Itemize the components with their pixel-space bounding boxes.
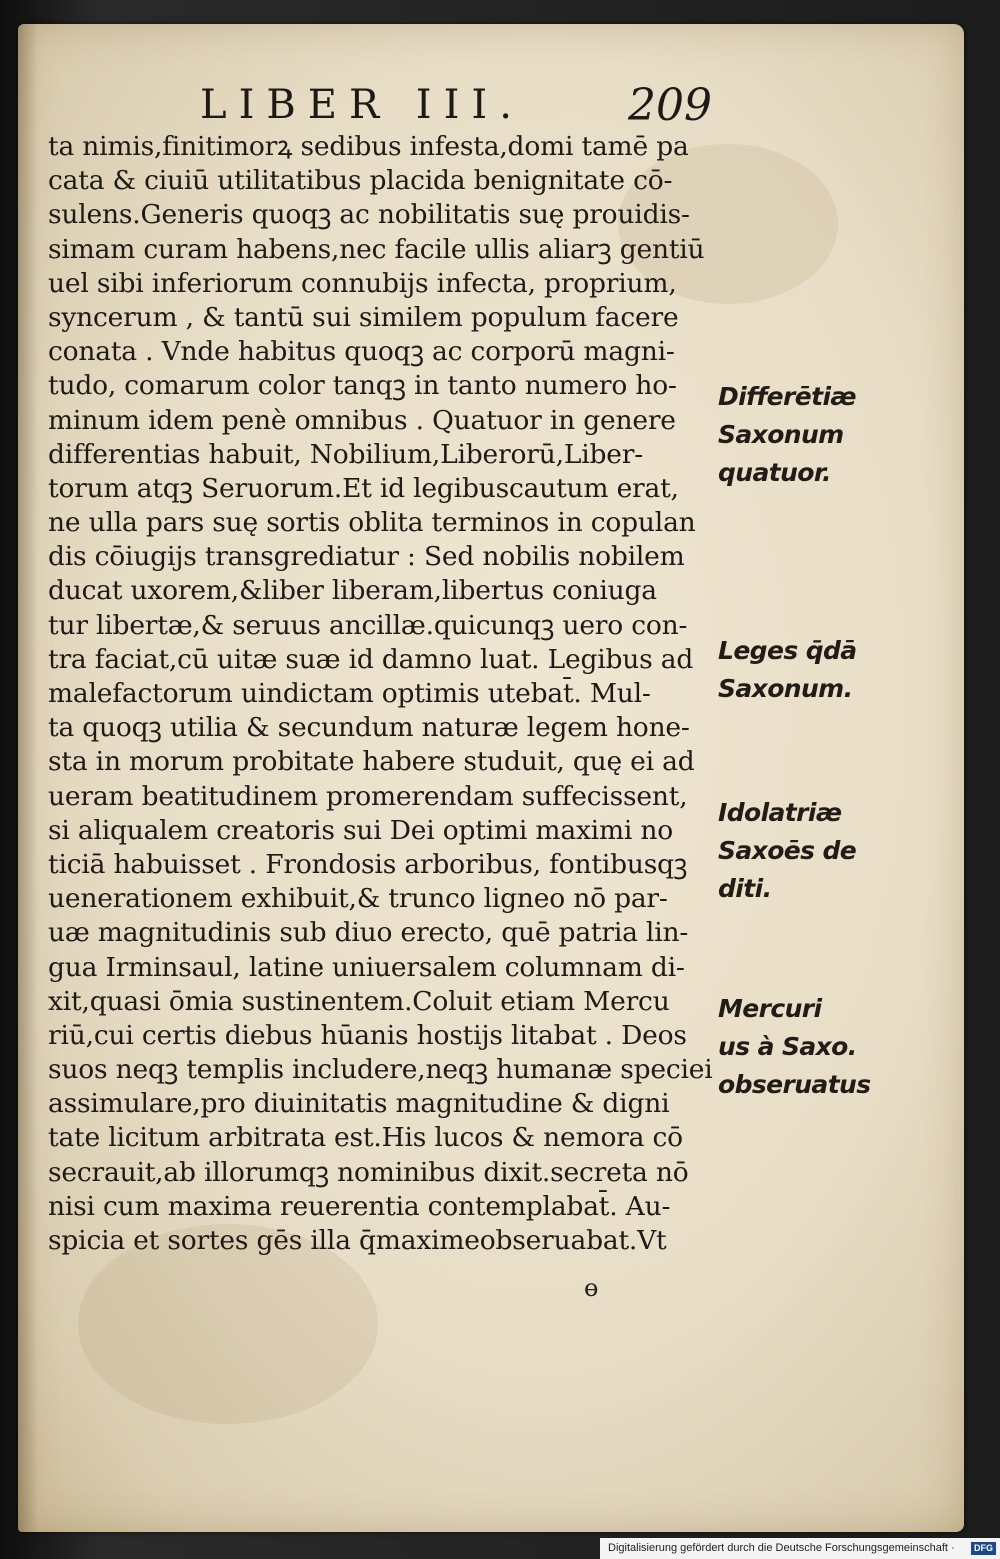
margin-note (718, 632, 918, 708)
text-line: uenerationem exhibuit,& trunco ligneo nō par- (48, 883, 668, 915)
text-line: ta quoqꝫ utilia & secundum naturæ legem hone- (48, 712, 690, 744)
text-line: malefactorum uindictam optimis utebat̄. Mul- (48, 678, 651, 709)
book-page (18, 24, 964, 1532)
margin-note-line: Mercuri (718, 994, 822, 1023)
margin-note-line: Saxonum (718, 420, 844, 449)
text-line: sta in morum probitate habere studuit, quę ei ad (48, 746, 695, 778)
text-line: simam curam habens,nec facile ullis aliarꝫ gentiū (48, 233, 705, 265)
text-line: minum idem penè omnibus . Quatuor in genere (48, 404, 676, 436)
text-line: gua Irminsaul, latine uniuersalem columnam di- (48, 951, 685, 983)
text-line: spicia et sortes gēs illa q̄maximeobseruabat.Vt (48, 1225, 667, 1256)
margin-notes (718, 24, 918, 1532)
margin-note (718, 990, 918, 1104)
text-line: si aliqualem creatoris sui Dei optimi maximi no (48, 814, 674, 846)
margin-note-line: Idolatriæ (718, 798, 842, 827)
margin-note-line: obseruatus (718, 1070, 871, 1099)
dfg-logo: DFG (971, 1542, 996, 1555)
text-line: assimulare,pro diuinitatis magnitudine & digni (48, 1088, 670, 1120)
margin-note (718, 378, 918, 492)
text-line: torum atqꝫ Seruorum.Et id legibuscautum erat, (48, 472, 679, 504)
text-line: ne ulla pars suę sortis oblita terminos in copulan (48, 507, 696, 539)
text-line: differentias habuit, Nobilium,Liberorū,Liber- (48, 438, 643, 470)
text-line: tate licitum arbitrata est.His lucos & nemora cō (48, 1122, 683, 1154)
text-line: uæ magnitudinis sub diuo erecto, quē patria lin- (48, 917, 689, 949)
text-line: conata . Vnde habitus quoqꝫ ac corporū magni- (48, 336, 675, 368)
text-line: xit,quasi ōmia sustinentem.Coluit etiam Mercu (48, 985, 670, 1017)
margin-note (718, 794, 918, 908)
margin-note-line: quatuor. (718, 458, 831, 487)
text-line: ta nimis,finitimorꝝ sedibus infesta,domi tamē pa (48, 131, 689, 162)
text-line: tur libertæ,& seruus ancillæ.quicunqꝫ uero con- (48, 609, 688, 641)
signature-mark: ɵ (584, 1274, 599, 1302)
text-line: tudo, comarum color tanqꝫ in tanto numero ho- (48, 370, 677, 402)
text-line: suos neqꝫ templis includere,neqꝫ humanæ speciei (48, 1054, 713, 1086)
text-line: dis cōiugijs transgrediatur : Sed nobilis nobilem (48, 541, 685, 573)
text-line: uel sibi inferiorum connubijs infecta, proprium, (48, 267, 677, 299)
running-head: LIBER III. (200, 82, 524, 128)
text-line: syncerum , & tantū sui similem populum facere (48, 301, 679, 333)
margin-note-line: Saxoēs de (718, 836, 857, 865)
margin-note-line: Saxonum. (718, 674, 853, 703)
text-line: nisi cum maxima reuerentia contemplabat̄. Au- (48, 1190, 671, 1222)
footer-bar (600, 1538, 1000, 1559)
margin-note-line: us à Saxo. (718, 1032, 857, 1061)
footer-credit: Digitalisierung gefördert durch die Deutsche Forschungsgemeinschaft · (608, 1542, 955, 1554)
text-line: tra faciat,cū uitæ suæ id damno luat. Legibus ad (48, 643, 694, 675)
text-line: cata & ciuiū utilitatibus placida benignitate cō- (48, 165, 673, 197)
text-line: ueram beatitudinem promerendam suffecissent, (48, 780, 688, 812)
margin-note-line: diti. (718, 874, 772, 903)
text-line: ducat uxorem,&liber liberam,libertus coniuga (48, 575, 657, 607)
text-line: ticiā habuisset . Frondosis arboribus, fontibusqꝫ (48, 848, 688, 880)
text-line: secrauit,ab illorumqꝫ nominibus dixit.secreta nō (48, 1156, 689, 1188)
text-line: sulens.Generis quoqꝫ ac nobilitatis suę prouidis- (48, 199, 690, 231)
text-line: riū,cui certis diebus hūanis hostijs litabat . Deos (48, 1019, 687, 1051)
body-text (48, 130, 716, 1258)
page-number: 209 (628, 80, 712, 131)
margin-note-line: Leges q̄dā (718, 636, 857, 665)
margin-note-line: Differētiæ (718, 382, 857, 411)
